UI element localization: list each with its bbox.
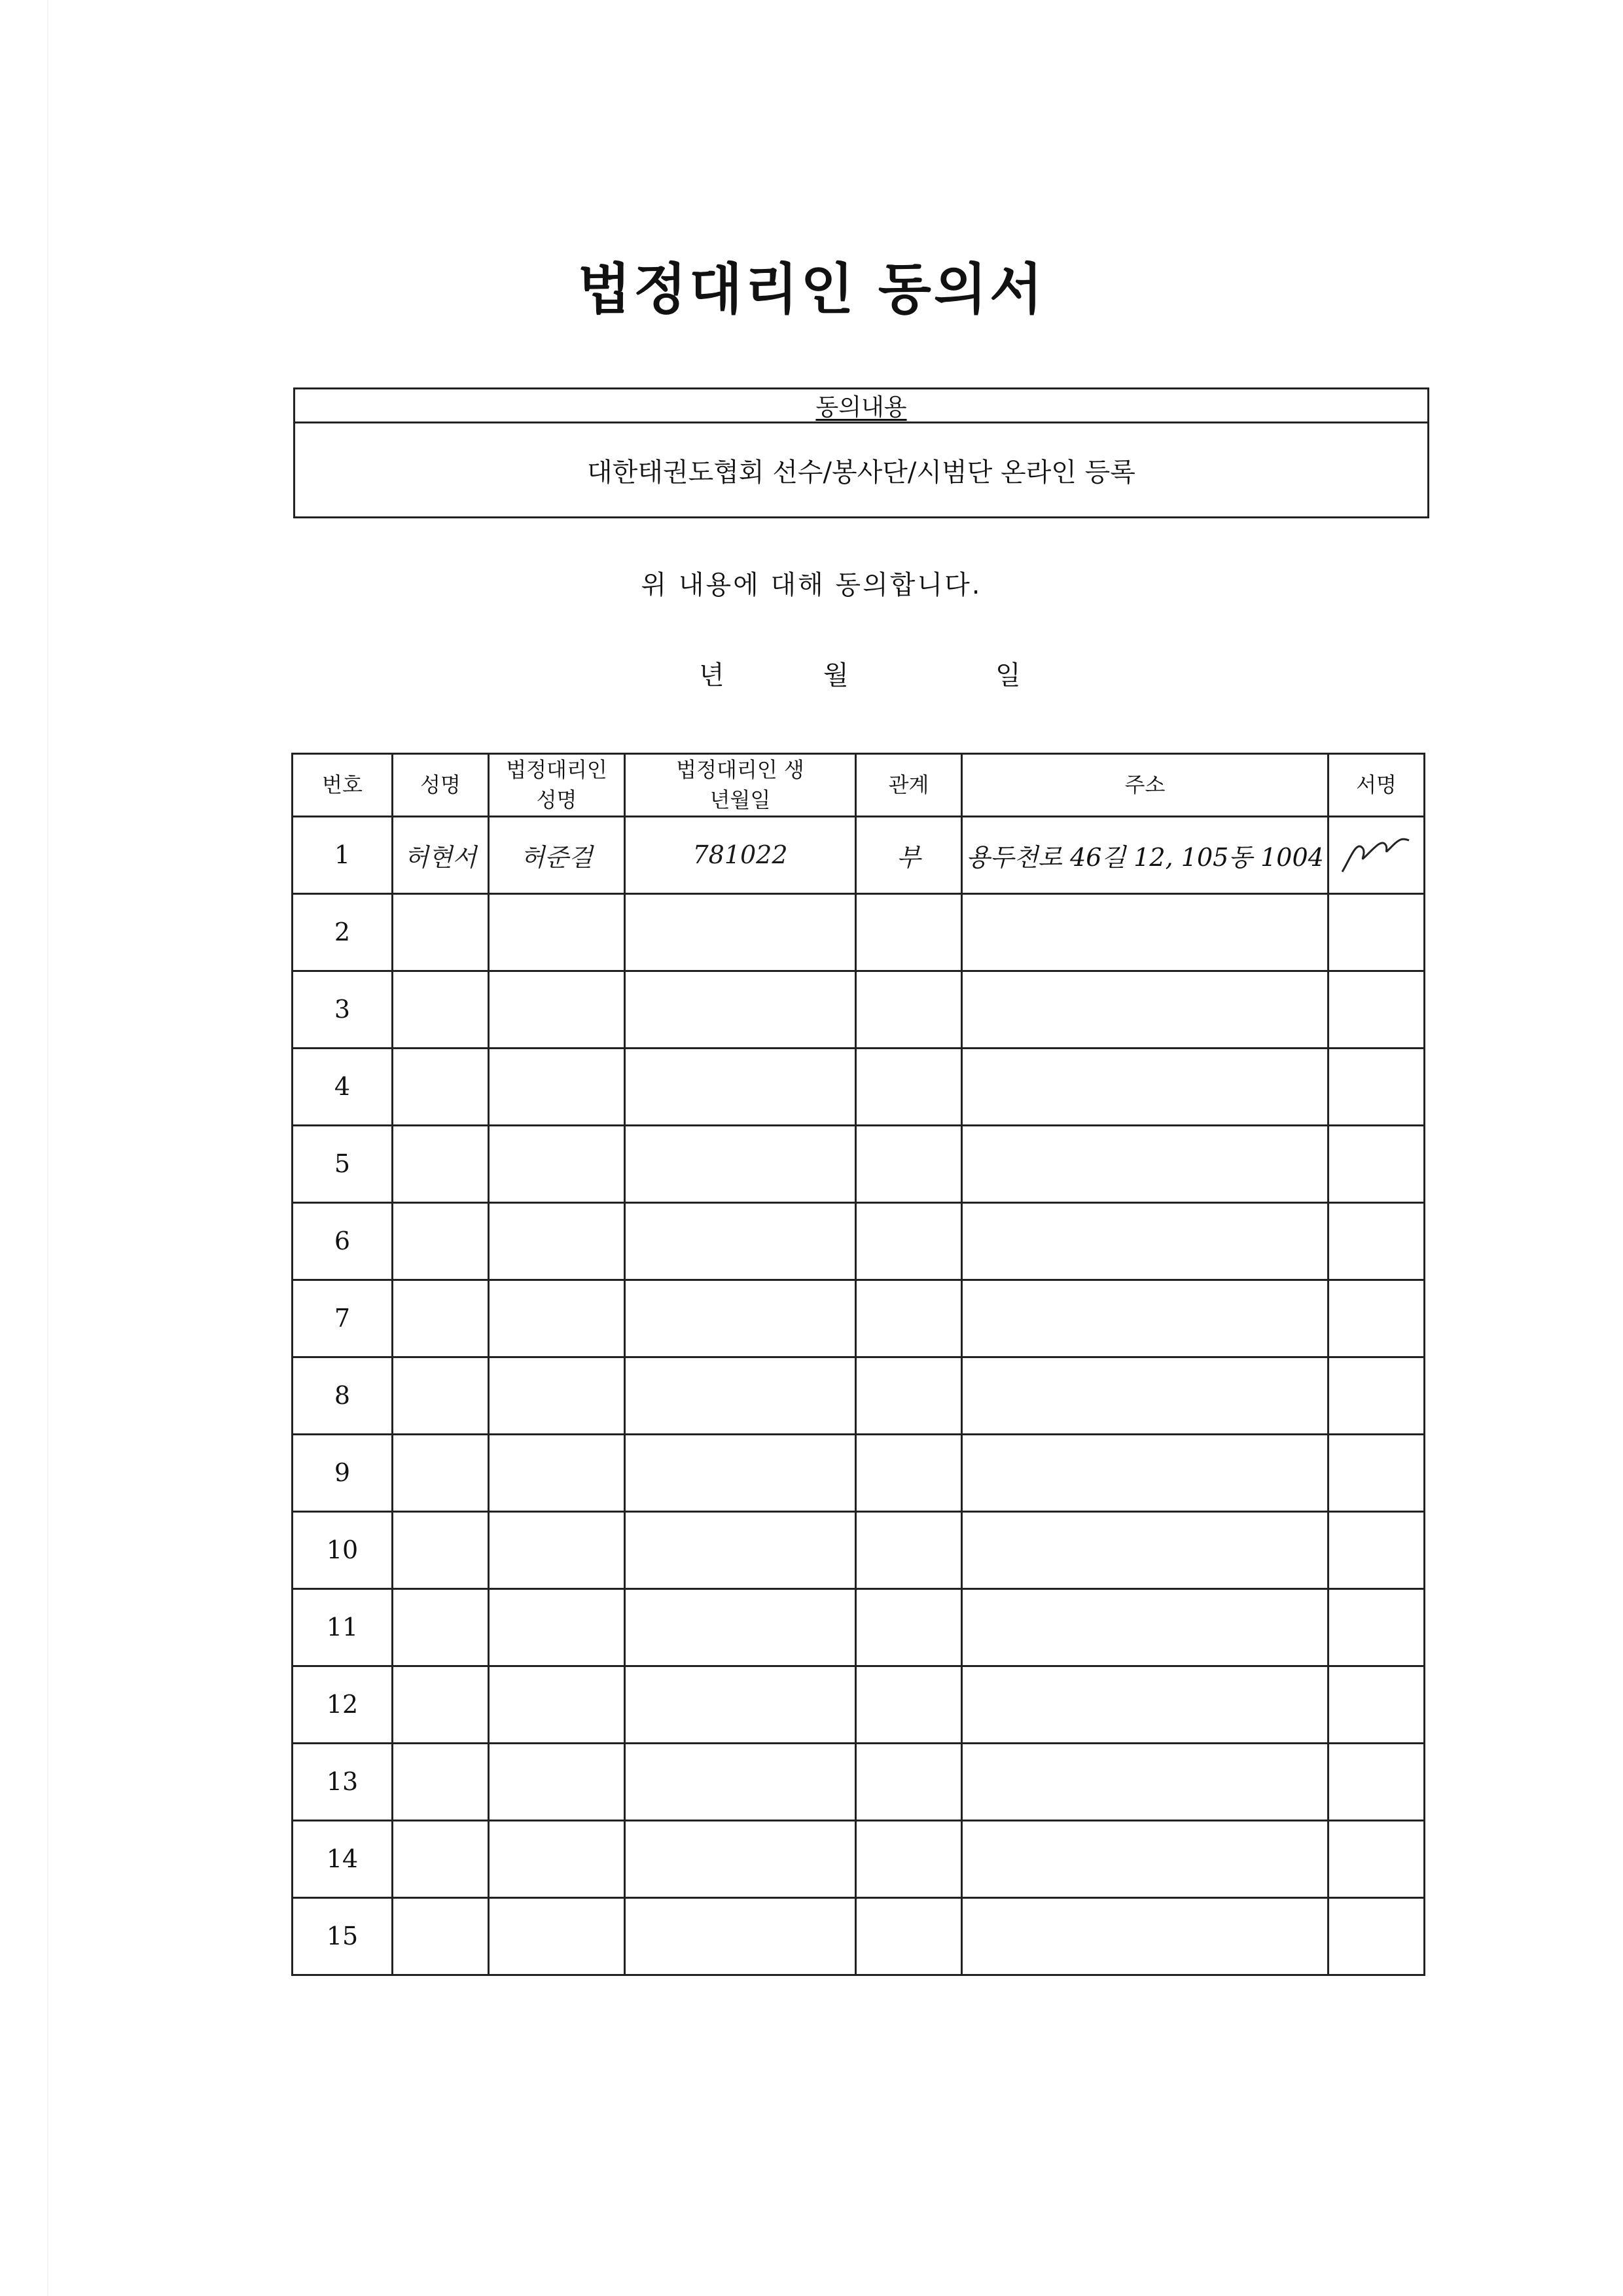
signature-cell: [1329, 1202, 1425, 1280]
address-cell: [962, 1280, 1329, 1357]
guardian-name-cell: [489, 1897, 625, 1975]
date-year-label: 년: [699, 660, 724, 691]
guardian-name-cell: [489, 971, 625, 1048]
table-row: [293, 1588, 1425, 1666]
agreement-statement: 위 내용에 대해 동의합니다.: [641, 570, 982, 600]
row-number-cell: 1: [293, 816, 393, 893]
row-number-cell: 13: [293, 1743, 393, 1820]
relation-cell: [856, 1357, 962, 1434]
row-number-cell: 4: [293, 1048, 393, 1125]
student-name-cell: [393, 1125, 489, 1202]
table-row: [293, 1048, 1425, 1125]
row-number-cell: 2: [293, 893, 393, 971]
address-cell: [962, 1202, 1329, 1280]
guardian-birthdate-cell: [625, 1125, 856, 1202]
row-number-cell: 5: [293, 1125, 393, 1202]
guardian-birthdate-cell: [625, 1820, 856, 1897]
guardian-name-cell: [489, 1743, 625, 1820]
address-cell: [962, 1743, 1329, 1820]
guardian-birthdate-cell: [625, 1511, 856, 1588]
address-cell: [962, 1588, 1329, 1666]
row-number-cell: 15: [293, 1897, 393, 1975]
signature-cell: [1329, 1588, 1425, 1666]
guardian-name-cell: [489, 1125, 625, 1202]
guardian-name-cell: [489, 1202, 625, 1280]
header-guardian-name: 법정대리인 성명: [489, 754, 625, 817]
address-cell: 용두천로 46길 12, 105동 1004: [962, 816, 1329, 893]
header-number: 번호: [293, 754, 393, 817]
relation-cell: [856, 1125, 962, 1202]
table-row: [293, 1897, 1425, 1975]
row-number-cell: 6: [293, 1202, 393, 1280]
signature-cell: [1329, 1511, 1425, 1588]
relation-cell: [856, 1434, 962, 1511]
table-row: [293, 816, 1425, 893]
table-header-row: [293, 754, 1425, 817]
guardian-name-cell: [489, 1588, 625, 1666]
signature-cell: [1329, 816, 1425, 893]
guardian-name-cell: [489, 1357, 625, 1434]
guardian-birthdate-cell: [625, 1666, 856, 1743]
guardian-name-cell: [489, 1280, 625, 1357]
row-number-cell: 9: [293, 1434, 393, 1511]
relation-cell: [856, 971, 962, 1048]
signature-cell: [1329, 1125, 1425, 1202]
guardian-name-cell: [489, 1511, 625, 1588]
signature-cell: [1329, 1357, 1425, 1434]
signature-cell: [1329, 1820, 1425, 1897]
student-name-cell: [393, 1048, 489, 1125]
student-name-cell: [393, 1897, 489, 1975]
signature-cell: [1329, 971, 1425, 1048]
signature-cell: [1329, 1897, 1425, 1975]
handwritten-signature-icon: [1337, 826, 1416, 878]
guardian-consent-table: [291, 753, 1425, 1976]
student-name-cell: [393, 1202, 489, 1280]
address-cell: [962, 1511, 1329, 1588]
student-name-cell: [393, 1357, 489, 1434]
guardian-name-cell: [489, 893, 625, 971]
student-name-cell: [393, 1666, 489, 1743]
date-day-label: 일: [995, 660, 1021, 691]
header-relation: 관계: [856, 754, 962, 817]
address-cell: [962, 1820, 1329, 1897]
table-row: [293, 1202, 1425, 1280]
address-cell: [962, 971, 1329, 1048]
address-cell: [962, 1666, 1329, 1743]
relation-cell: [856, 1511, 962, 1588]
guardian-birthdate-cell: [625, 1434, 856, 1511]
table-row: [293, 971, 1425, 1048]
address-cell: [962, 1125, 1329, 1202]
header-signature: 서명: [1329, 754, 1425, 817]
relation-cell: [856, 1897, 962, 1975]
row-number-cell: 3: [293, 971, 393, 1048]
table-row: [293, 893, 1425, 971]
guardian-birthdate-cell: [625, 893, 856, 971]
student-name-cell: [393, 1434, 489, 1511]
guardian-birthdate-cell: [625, 1743, 856, 1820]
header-guardian-birthdate: 법정대리인 생년월일: [625, 754, 856, 817]
student-name-cell: 허현서: [393, 816, 489, 893]
consent-content-body: 대한태권도협회 선수/봉사단/시범단 온라인 등록: [587, 457, 1135, 488]
guardian-birthdate-cell: [625, 1588, 856, 1666]
guardian-name-cell: [489, 1434, 625, 1511]
relation-cell: 부: [856, 816, 962, 893]
row-number-cell: 11: [293, 1588, 393, 1666]
guardian-birthdate-cell: [625, 1048, 856, 1125]
table-row: [293, 1280, 1425, 1357]
relation-cell: [856, 893, 962, 971]
guardian-birthdate-cell: [625, 1897, 856, 1975]
guardian-name-cell: 허준걸: [489, 816, 625, 893]
scan-fold-line: [47, 0, 48, 2296]
address-cell: [962, 1357, 1329, 1434]
address-cell: [962, 1434, 1329, 1511]
table-row: [293, 1357, 1425, 1434]
address-cell: [962, 1897, 1329, 1975]
signature-cell: [1329, 1280, 1425, 1357]
signature-cell: [1329, 1048, 1425, 1125]
guardian-name-cell: [489, 1048, 625, 1125]
relation-cell: [856, 1820, 962, 1897]
relation-cell: [856, 1048, 962, 1125]
student-name-cell: [393, 1511, 489, 1588]
row-number-cell: 8: [293, 1357, 393, 1434]
address-cell: [962, 1048, 1329, 1125]
header-name: 성명: [393, 754, 489, 817]
signature-cell: [1329, 1434, 1425, 1511]
relation-cell: [856, 1202, 962, 1280]
table-row: [293, 1434, 1425, 1511]
guardian-birthdate-cell: 781022: [625, 816, 856, 893]
row-number-cell: 10: [293, 1511, 393, 1588]
student-name-cell: [393, 1280, 489, 1357]
relation-cell: [856, 1588, 962, 1666]
guardian-birthdate-cell: [625, 971, 856, 1048]
relation-cell: [856, 1280, 962, 1357]
relation-cell: [856, 1666, 962, 1743]
table-row: [293, 1125, 1425, 1202]
signature-cell: [1329, 1743, 1425, 1820]
table-row: [293, 1743, 1425, 1820]
student-name-cell: [393, 893, 489, 971]
relation-cell: [856, 1743, 962, 1820]
consent-content-header-label: 동의내용: [815, 394, 907, 421]
student-name-cell: [393, 1820, 489, 1897]
header-address: 주소: [962, 754, 1329, 817]
consent-content-header: [295, 389, 1427, 423]
table-row: [293, 1511, 1425, 1588]
document-title: 법정대리인 동의서: [577, 257, 1046, 321]
student-name-cell: [393, 1743, 489, 1820]
table-row: [293, 1820, 1425, 1897]
signature-cell: [1329, 1666, 1425, 1743]
consent-content-box: [293, 387, 1429, 518]
student-name-cell: [393, 971, 489, 1048]
address-cell: [962, 893, 1329, 971]
guardian-name-cell: [489, 1820, 625, 1897]
row-number-cell: 12: [293, 1666, 393, 1743]
row-number-cell: 14: [293, 1820, 393, 1897]
student-name-cell: [393, 1588, 489, 1666]
guardian-birthdate-cell: [625, 1202, 856, 1280]
date-month-label: 월: [823, 660, 849, 691]
signature-cell: [1329, 893, 1425, 971]
table-row: [293, 1666, 1425, 1743]
guardian-birthdate-cell: [625, 1357, 856, 1434]
guardian-birthdate-cell: [625, 1280, 856, 1357]
guardian-name-cell: [489, 1666, 625, 1743]
row-number-cell: 7: [293, 1280, 393, 1357]
